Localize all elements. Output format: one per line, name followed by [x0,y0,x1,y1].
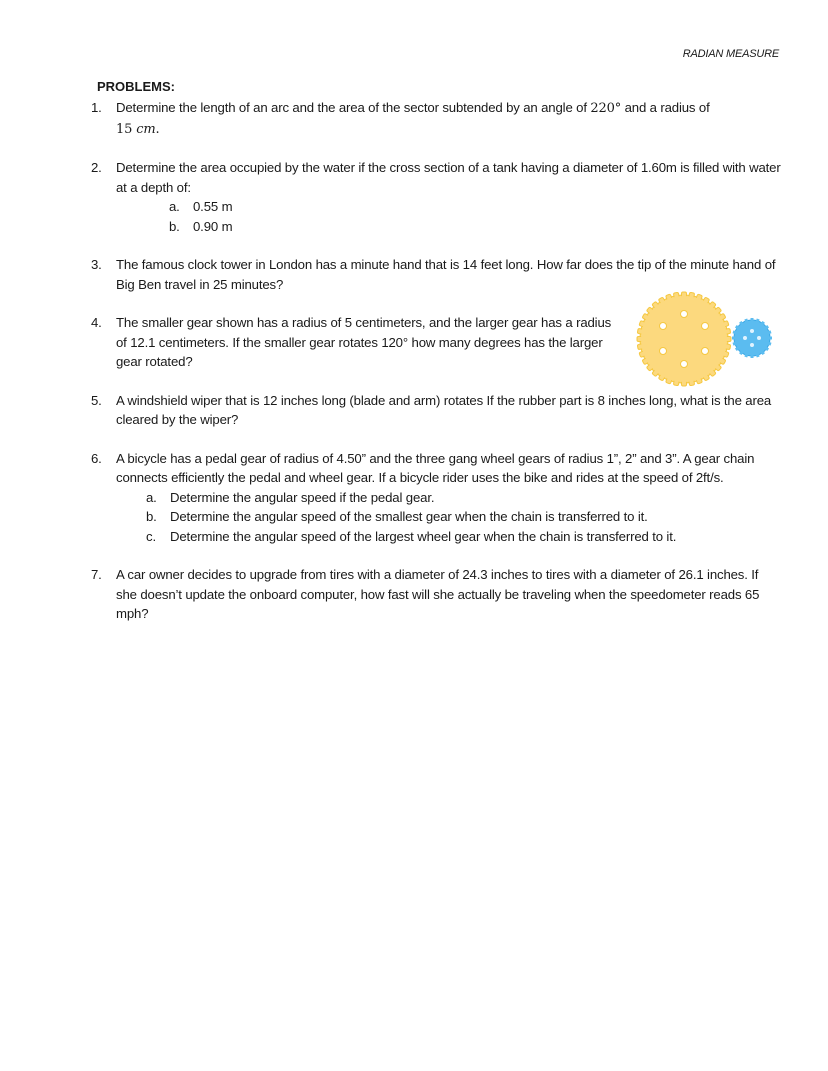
problem-text: The smaller gear shown has a radius of 5 centimeters, and the larger gear has a radius of 12.1 centimeters. If the smaller gear rotates 120° how many degrees has the larger gear rotated? [116,315,612,369]
problem-text: Determine the area occupied by the water if the cross section of a tank having a diameter of 1.60m is filled with water at a depth of: [116,160,781,195]
radius-value: 15 cm. [116,121,160,137]
subitem-list [116,488,781,547]
problem-5 [91,391,781,430]
problem-text: Determine the length of an arc and the area of the sector subtended by an angle of [116,100,591,115]
problem-number: 6. [91,450,102,466]
page-header-title: RADIAN MEASURE [682,48,779,60]
gears-icon [634,289,776,389]
problem-number: 1. [91,100,102,115]
subitem-list [116,197,781,236]
problem-2 [91,158,781,236]
large-gear-icon [637,292,731,386]
problem-6 [91,449,781,547]
problem-text: The famous clock tower in London has a minute hand that is 14 feet long. How far does the tip of the minute hand of Big Ben travel in 25 minutes? [116,257,776,292]
section-title: PROBLEMS: [97,79,175,94]
problem-text-cont: and a radius of [621,100,710,115]
problem-1 [91,98,781,139]
problem-number: 2. [91,160,102,175]
problem-number: 7. [91,567,102,582]
subitem-a: a. 0.55 m [169,199,233,214]
small-gear-icon [732,318,772,358]
problem-7 [91,565,781,624]
problem-text: A car owner decides to upgrade from tires with a diameter of 24.3 inches to tires with a diameter of 26.1 inches. If she doesn’t update the onboard computer, how fast will she actually be traveling when the speedometer reads 65 mph? [116,567,760,621]
problem-number: 5. [91,392,102,408]
angle-value: 220° [590,101,622,116]
subitem-b: b. 0.90 m [169,218,233,234]
problem-number: 3. [91,257,102,272]
subitem-b: b. Determine the angular speed of the smallest gear when the chain is transferred to it. [146,509,648,524]
subitem-c: c. Determine the angular speed of the largest wheel gear when the chain is transferred to it. [146,528,677,544]
problem-text: A windshield wiper that is 12 inches long (blade and arm) rotates If the rubber part is 8 inches long, what is the area cleared by the wiper? [116,392,772,427]
problem-number: 4. [91,315,102,330]
problem-text: A bicycle has a pedal gear of radius of 4.50” and the three gang wheel gears of radius 1”, 2” and 3”. A gear chain connects efficiently the pedal and wheel gear. If a bicycle rider uses the bike and rides at the speed of 2ft/s. [116,450,755,485]
subitem-a: a. Determine the angular speed if the pedal gear. [146,489,435,505]
gears-figure [634,289,776,389]
